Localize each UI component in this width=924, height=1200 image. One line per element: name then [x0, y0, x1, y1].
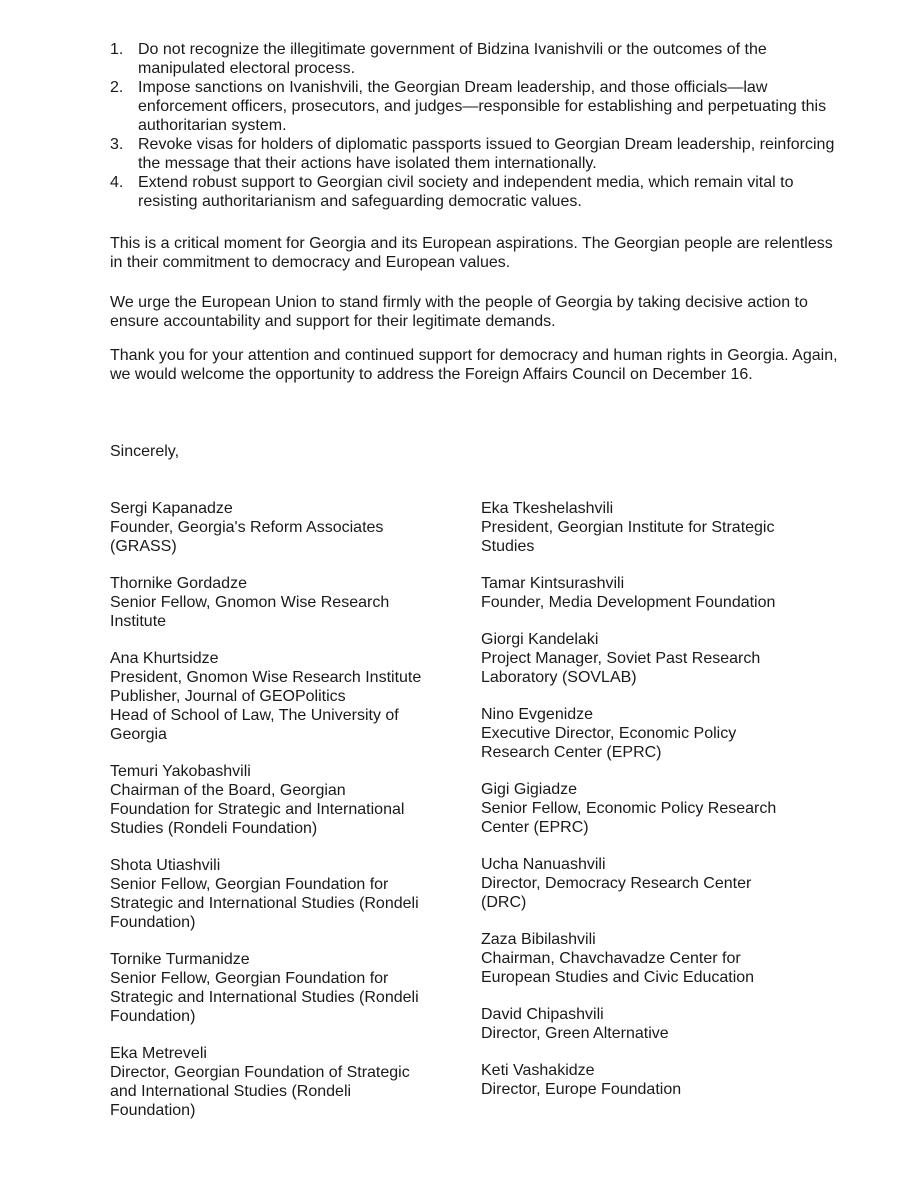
signatory-title: Project Manager, Soviet Past Research Laboratory (SOVLAB) [481, 650, 761, 686]
signatory-name: Gigi Gigiadze [481, 781, 578, 798]
signatory [110, 499, 460, 556]
signatory-title: Director, Democracy Research Center (DRC) [481, 875, 752, 911]
demand-text: Revoke visas for holders of diplomatic passports issued to Georgian Dream leadership, reinforcing the message that their actions have isolated them internationally. [138, 136, 835, 172]
signatory [481, 780, 831, 837]
signatory [481, 855, 831, 912]
signatory [110, 1044, 460, 1120]
signatory [481, 705, 831, 762]
signatory-name: Zaza Bibilashvili [481, 931, 596, 948]
signatory [481, 1061, 831, 1099]
signatory-title: Executive Director, Economic Policy Research Center (EPRC) [481, 725, 737, 761]
signatory-name: Shota Utiashvili [110, 857, 221, 874]
signatory-name: Tornike Turmanidze [110, 951, 250, 968]
signatory-title: Director, Europe Foundation [481, 1081, 682, 1098]
demand-text: Do not recognize the illegitimate government of Bidzina Ivanishvili or the outcomes of the manipulated electoral process. [138, 41, 767, 77]
signatory-title: President, Gnomon Wise Research Institute Publisher, Journal of GEOPolitics Head of School of Law, The University of Georgia [110, 669, 422, 743]
signatory-title: Chairman, Chavchavadze Center for European Studies and Civic Education [481, 950, 755, 986]
signatory [110, 762, 460, 838]
signatory-name: Ana Khurtsidze [110, 650, 219, 667]
signatory [110, 649, 460, 744]
signatory-title: Director, Green Alternative [481, 1025, 669, 1042]
signatory [481, 1005, 831, 1043]
signatory-title: Senior Fellow, Gnomon Wise Research Institute [110, 594, 390, 630]
thank-you-paragraph: Thank you for your attention and continued support for democracy and human rights in Georgia. Again, we would welcome the opportunity to address the Foreign Affairs Council on December 16. [110, 347, 838, 383]
signatory-name: Eka Metreveli [110, 1045, 207, 1062]
signatory-name: Eka Tkeshelashvili [481, 500, 614, 517]
signatory [110, 856, 460, 932]
closing-salutation: Sincerely, [110, 443, 180, 460]
signatory-title: Director, Georgian Foundation of Strategic and International Studies (Rondeli Foundation) [110, 1064, 410, 1119]
demand-item [110, 135, 850, 173]
signatory [481, 630, 831, 687]
demand-text: Impose sanctions on Ivanishvili, the Georgian Dream leadership, and those officials—law enforcement officers, prosecutors, and judges—responsible for establishing and perpetuating this authoritarian system. [138, 79, 827, 134]
demand-number: 3. [110, 136, 124, 153]
signatory-name: Temuri Yakobashvili [110, 763, 251, 780]
critical-moment-paragraph: This is a critical moment for Georgia and its European aspirations. The Georgian people are relentless in their commitment to democracy and European values. [110, 235, 833, 271]
signatory-title: Senior Fellow, Georgian Foundation for Strategic and International Studies (Rondeli Foundation) [110, 970, 419, 1025]
signatory-name: Giorgi Kandelaki [481, 631, 599, 648]
signatory-name: Thornike Gordadze [110, 575, 247, 592]
signatory-name: David Chipashvili [481, 1006, 604, 1023]
signatory-title: Senior Fellow, Economic Policy Research Center (EPRC) [481, 800, 777, 836]
signatory-title: President, Georgian Institute for Strategic Studies [481, 519, 775, 555]
signatory [110, 950, 460, 1026]
demand-item [110, 173, 850, 211]
demand-text: Extend robust support to Georgian civil society and independent media, which remain vital to resisting authoritarianism and safeguarding democratic values. [138, 174, 794, 210]
signatory-title: Chairman of the Board, Georgian Foundation for Strategic and International Studies (Rondeli Foundation) [110, 782, 405, 837]
signatory-title: Founder, Media Development Foundation [481, 594, 776, 611]
signatory-name: Sergi Kapanadze [110, 500, 233, 517]
demand-number: 1. [110, 41, 124, 58]
urge-eu-paragraph: We urge the European Union to stand firmly with the people of Georgia by taking decisive action to ensure accountability and support for their legitimate demands. [110, 294, 808, 330]
signatory-name: Nino Evgenidze [481, 706, 594, 723]
signatories-right-column [481, 499, 831, 1117]
signatory [481, 930, 831, 987]
signatory [110, 574, 460, 631]
signatories-left-column [110, 499, 460, 1138]
demands-list [110, 40, 850, 211]
demand-item [110, 78, 850, 135]
signatory-title: Founder, Georgia's Reform Associates (GRASS) [110, 519, 384, 555]
signatory-name: Ucha Nanuashvili [481, 856, 606, 873]
signatory-title: Senior Fellow, Georgian Foundation for Strategic and International Studies (Rondeli Foundation) [110, 876, 419, 931]
signatory [481, 499, 831, 556]
demand-number: 4. [110, 174, 124, 191]
signatory [481, 574, 831, 612]
signatory-name: Keti Vashakidze [481, 1062, 595, 1079]
signatory-name: Tamar Kintsurashvili [481, 575, 625, 592]
demand-item [110, 40, 850, 78]
demand-number: 2. [110, 79, 124, 96]
